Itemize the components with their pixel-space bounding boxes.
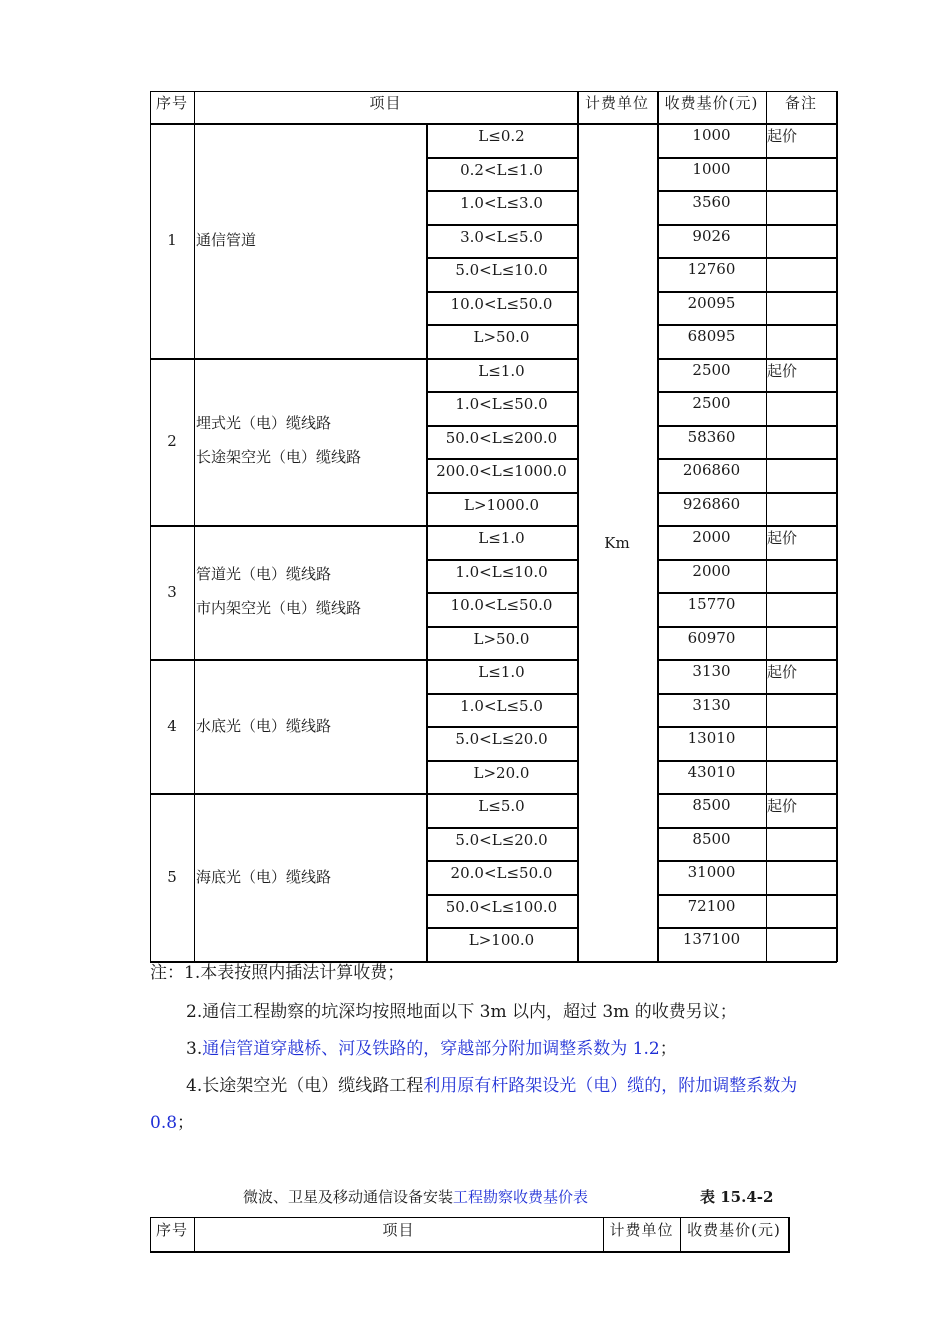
row-divider — [426, 927, 577, 929]
price-cell: 72100 — [687, 896, 736, 915]
table-2-header-unit: 计费单位 — [609, 1221, 674, 1239]
price-cell: 68095 — [687, 327, 736, 345]
row-divider — [657, 324, 836, 326]
unit-cell: Km — [604, 533, 630, 552]
remark-cell: 起价 — [767, 663, 798, 681]
group-border — [657, 358, 836, 360]
note-2: 2.通信工程勘察的坑深均按照地面以下 3m 以内，超过 3m 的收费另议； — [186, 1002, 737, 1022]
table-2-header-index: 序号 — [155, 1221, 188, 1239]
price-cell: 58360 — [687, 427, 736, 446]
group-border — [150, 525, 577, 527]
row-divider — [657, 458, 836, 460]
price-cell: 2500 — [692, 394, 731, 412]
price-cell: 8500 — [692, 796, 731, 814]
row-divider — [426, 726, 577, 728]
group-index: 2 — [167, 432, 177, 451]
note-3-end: ； — [659, 1039, 677, 1059]
group-name: 市内架空光（电）缆线路 — [196, 599, 362, 617]
row-divider — [426, 291, 577, 293]
range-cell: 20.0<L≤50.0 — [450, 864, 553, 882]
row-divider — [657, 894, 836, 896]
range-cell: 5.0<L≤10.0 — [455, 261, 548, 279]
table-2-column-divider — [603, 1217, 604, 1253]
header-remark: 备注 — [784, 94, 817, 112]
range-cell: 1.0<L≤50.0 — [455, 395, 548, 413]
table-2-column-divider — [150, 1217, 151, 1253]
range-cell: L>50.0 — [473, 328, 530, 346]
row-divider — [426, 827, 577, 829]
table-left-border — [150, 91, 151, 962]
range-cell: L≤0.2 — [478, 127, 525, 145]
header-index: 序号 — [155, 94, 188, 112]
row-divider — [426, 760, 577, 762]
row-divider — [426, 693, 577, 695]
row-divider — [426, 492, 577, 494]
range-cell: L>1000.0 — [463, 495, 539, 514]
row-divider — [657, 559, 836, 561]
group-border — [657, 793, 836, 795]
price-cell: 13010 — [687, 729, 736, 747]
row-divider — [657, 157, 836, 159]
table-2-column-divider — [680, 1217, 681, 1253]
table-2-caption — [243, 1186, 588, 1207]
note-4-end: ； — [177, 1113, 195, 1133]
price-cell: 3130 — [692, 662, 731, 680]
table-2-header-price: 收费基价(元) — [687, 1221, 781, 1239]
note-4 — [186, 1075, 797, 1097]
row-divider — [657, 291, 836, 293]
range-cell: L>20.0 — [473, 763, 530, 782]
row-divider — [657, 827, 836, 829]
range-cell: 5.0<L≤20.0 — [455, 830, 548, 849]
range-cell: 0.2<L≤1.0 — [460, 160, 543, 179]
table-2-caption-text: 微波、卫星及移动通信设备安装 — [243, 1188, 454, 1206]
price-cell: 2000 — [692, 528, 731, 546]
row-divider — [657, 693, 836, 695]
range-cell: 200.0<L≤1000.0 — [436, 462, 567, 480]
table-2-column-divider — [194, 1217, 195, 1253]
table-2-header-item: 项目 — [382, 1221, 415, 1239]
group-name: 通信管道 — [196, 231, 257, 250]
row-divider — [657, 927, 836, 929]
price-cell: 8500 — [692, 829, 731, 848]
range-cell: L>50.0 — [473, 629, 530, 648]
price-cell: 1000 — [692, 159, 731, 178]
price-cell: 3560 — [692, 193, 731, 211]
group-index: 4 — [167, 717, 177, 735]
column-divider — [657, 91, 659, 962]
table-2-top-border — [150, 1217, 789, 1218]
range-cell: 50.0<L≤100.0 — [445, 897, 558, 916]
range-cell: L≤1.0 — [478, 529, 525, 547]
group-name: 长途架空光（电）缆线路 — [196, 448, 362, 467]
group-border — [657, 525, 836, 527]
row-divider — [657, 224, 836, 226]
price-cell: 12760 — [687, 260, 736, 278]
row-divider — [657, 860, 836, 862]
price-cell: 43010 — [687, 762, 736, 781]
remark-cell: 起价 — [767, 361, 798, 380]
group-index: 5 — [167, 867, 177, 886]
group-name: 水底光（电）缆线路 — [196, 717, 332, 735]
price-cell: 3130 — [692, 695, 731, 714]
range-cell: L≤5.0 — [478, 797, 525, 815]
price-cell: 206860 — [682, 461, 741, 479]
range-cell: 50.0<L≤200.0 — [445, 428, 558, 447]
header-unit: 计费单位 — [584, 94, 649, 112]
remark-cell: 起价 — [767, 529, 798, 547]
range-cell: L>100.0 — [468, 931, 535, 949]
table-2-caption-highlight: 工程勘察收费基价表 — [453, 1188, 589, 1206]
row-divider — [657, 190, 836, 192]
row-divider — [426, 324, 577, 326]
row-divider — [426, 157, 577, 159]
range-cell: 10.0<L≤50.0 — [450, 294, 553, 313]
group-index: 1 — [167, 231, 177, 250]
row-divider — [426, 626, 577, 628]
table-2-header-border — [150, 1251, 789, 1253]
table-2-number: 表 15.4-2 — [700, 1188, 774, 1206]
row-divider — [426, 425, 577, 427]
price-cell: 9026 — [692, 226, 731, 245]
row-divider — [426, 894, 577, 896]
table-top-border — [150, 91, 837, 92]
row-divider — [657, 760, 836, 762]
range-cell: 1.0<L≤5.0 — [460, 696, 543, 715]
row-divider — [426, 190, 577, 192]
price-cell: 31000 — [687, 863, 736, 881]
group-index: 3 — [167, 583, 177, 601]
row-divider — [426, 559, 577, 561]
price-cell: 60970 — [687, 628, 736, 647]
note-1: 注：1.本表按照内插法计算收费； — [150, 963, 405, 983]
group-name: 埋式光（电）缆线路 — [196, 414, 332, 433]
group-name: 管道光（电）缆线路 — [196, 565, 332, 583]
row-divider — [657, 425, 836, 427]
price-cell: 926860 — [682, 494, 741, 513]
row-divider — [657, 626, 836, 628]
header-item: 项目 — [369, 94, 402, 112]
group-border — [150, 358, 577, 360]
row-divider — [426, 391, 577, 393]
price-cell: 137100 — [682, 930, 741, 948]
price-cell: 15770 — [687, 595, 736, 613]
table-2-right-border — [788, 1217, 790, 1253]
group-border — [150, 659, 577, 661]
note-4-continued — [150, 1112, 194, 1134]
price-cell: 20095 — [687, 293, 736, 312]
remark-cell: 起价 — [767, 797, 798, 815]
note-4-coefficient: 0.8 — [150, 1113, 178, 1133]
price-cell: 2000 — [692, 561, 731, 580]
column-divider — [194, 91, 195, 962]
price-cell: 2500 — [692, 360, 731, 379]
column-divider — [426, 124, 428, 962]
row-divider — [426, 592, 577, 594]
note-3-text: 通信管道穿越桥、河及铁路的，穿越部分附加调整系数为 1.2 — [202, 1039, 660, 1059]
row-divider — [657, 592, 836, 594]
row-divider — [426, 257, 577, 259]
row-divider — [426, 224, 577, 226]
group-border — [150, 793, 577, 795]
row-divider — [657, 391, 836, 393]
note-3-number: 3. — [186, 1039, 203, 1059]
row-divider — [657, 726, 836, 728]
range-cell: 1.0<L≤10.0 — [455, 562, 548, 581]
remark-cell: 起价 — [767, 127, 798, 145]
price-cell: 1000 — [692, 126, 731, 144]
range-cell: 10.0<L≤50.0 — [450, 596, 553, 614]
note-3 — [186, 1038, 677, 1060]
row-divider — [657, 257, 836, 259]
group-name: 海底光（电）缆线路 — [196, 867, 332, 886]
header-price: 收费基价(元) — [664, 94, 759, 112]
range-cell: 5.0<L≤20.0 — [455, 730, 548, 748]
header-border — [150, 123, 837, 125]
column-divider — [766, 91, 767, 962]
row-divider — [426, 458, 577, 460]
range-cell: L≤1.0 — [478, 663, 525, 681]
range-cell: L≤1.0 — [478, 361, 525, 380]
row-divider — [657, 492, 836, 494]
group-border — [657, 659, 836, 661]
table-right-border — [836, 91, 838, 962]
note-4-text: 4.长途架空光（电）缆线路工程 — [186, 1076, 424, 1096]
range-cell: 1.0<L≤3.0 — [460, 194, 543, 212]
row-divider — [426, 860, 577, 862]
column-divider — [577, 91, 579, 962]
note-4-highlight: 利用原有杆路架设光（电）缆的，附加调整系数为 — [423, 1076, 798, 1096]
range-cell: 3.0<L≤5.0 — [460, 227, 543, 246]
